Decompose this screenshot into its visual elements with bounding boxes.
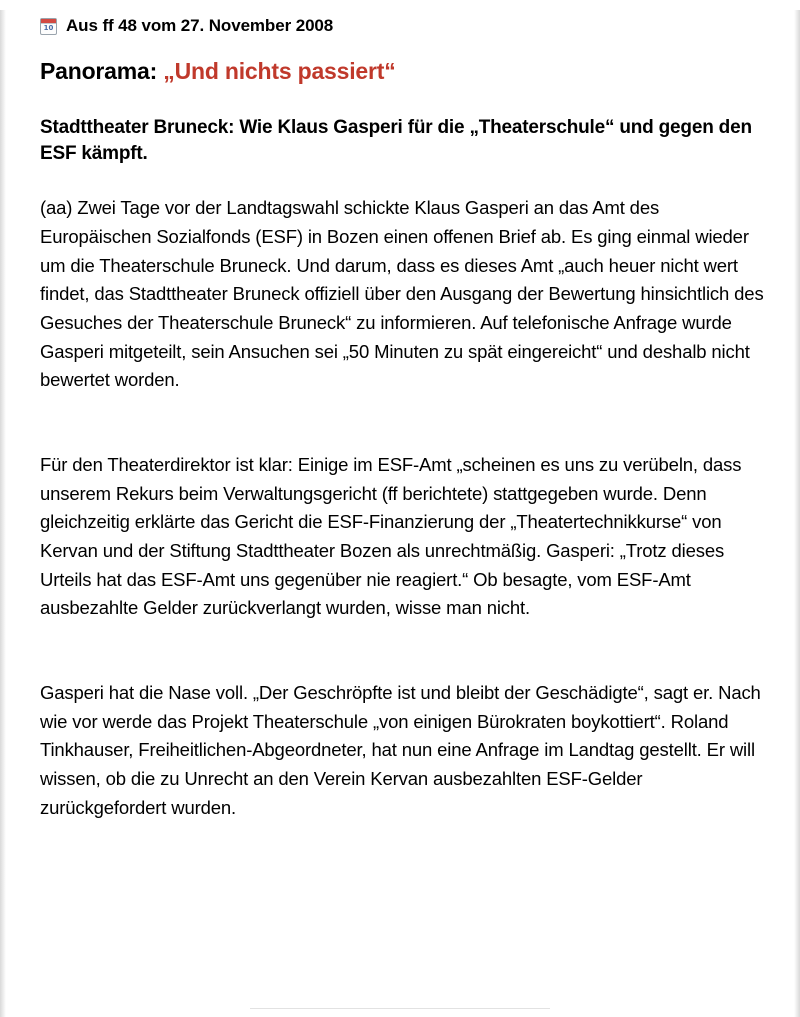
calendar-icon	[40, 18, 57, 35]
page-title	[40, 58, 770, 85]
page-title-quote: „Und nichts passiert“	[163, 58, 396, 84]
calendar-icon-day: 10	[43, 23, 54, 32]
article-source-line	[40, 16, 770, 36]
page-title-label: Panorama:	[40, 58, 158, 84]
bottom-divider	[250, 1008, 550, 1009]
article-paragraph: Gasperi hat die Nase voll. „Der Geschröpfte ist und bleibt der Geschädigte“, sagt er. Nach wie vor werde das Projekt Theaterschule „von einigen Bürokraten boykottiert“. Roland Tinkhauser, Freiheitlichen-Abgeordneter, hat nun eine Anfrage im Landtag gestellt. Er will wissen, ob die zu Unrecht an den Verein Kervan ausbezahlten ESF-Gelder zurückgefordert wurden.	[40, 682, 761, 818]
page-left-shadow	[0, 0, 6, 1017]
page-right-shadow	[794, 0, 800, 1017]
article-paragraph: (aa) Zwei Tage vor der Landtagswahl schickte Klaus Gasperi an das Amt des Europäischen Sozialfonds (ESF) in Bozen einen offenen Brief ab. Es ging einmal wieder um die Theaterschule Bruneck. Und darum, dass es dieses Amt „auch heuer nicht wert findet, das Stadttheater Bruneck offiziell über den Ausgang der Bewertung hinsichtlich des Gesuches der Theaterschule Bruneck“ zu informieren. Auf telefonische Anfrage wurde Gasperi mitgeteilt, sein Ansuchen sei „50 Minuten zu spät eingereicht“ und deshalb nicht bewertet worden.	[40, 197, 764, 391]
article-paragraph: Für den Theaterdirektor ist klar: Einige im ESF-Amt „scheinen es uns zu verübeln, dass unserem Rekurs beim Verwaltungsgericht (ff berichtete) stattgegeben wurde. Denn gleichzeitig erklärte das Gericht die ESF-Finanzierung der „Theatertechnikkurse“ von Kervan und der Stiftung Stadttheater Bozen als unrechtmäßig. Gasperi: „Trotz dieses Urteils hat das ESF-Amt uns gegenüber nie reagiert.“ Ob besagte, vom ESF-Amt ausbezahlte Gelder zurückverlangt wurden, wisse man nicht.	[40, 453, 742, 619]
page-top-margin	[0, 0, 800, 10]
article-standfirst: Stadttheater Bruneck: Wie Klaus Gasperi für die „Theaterschule“ und gegen den ESF kämpft.	[40, 117, 752, 164]
source-text: Aus ff 48 vom 27. November 2008	[66, 16, 334, 35]
article-content	[40, 16, 770, 822]
